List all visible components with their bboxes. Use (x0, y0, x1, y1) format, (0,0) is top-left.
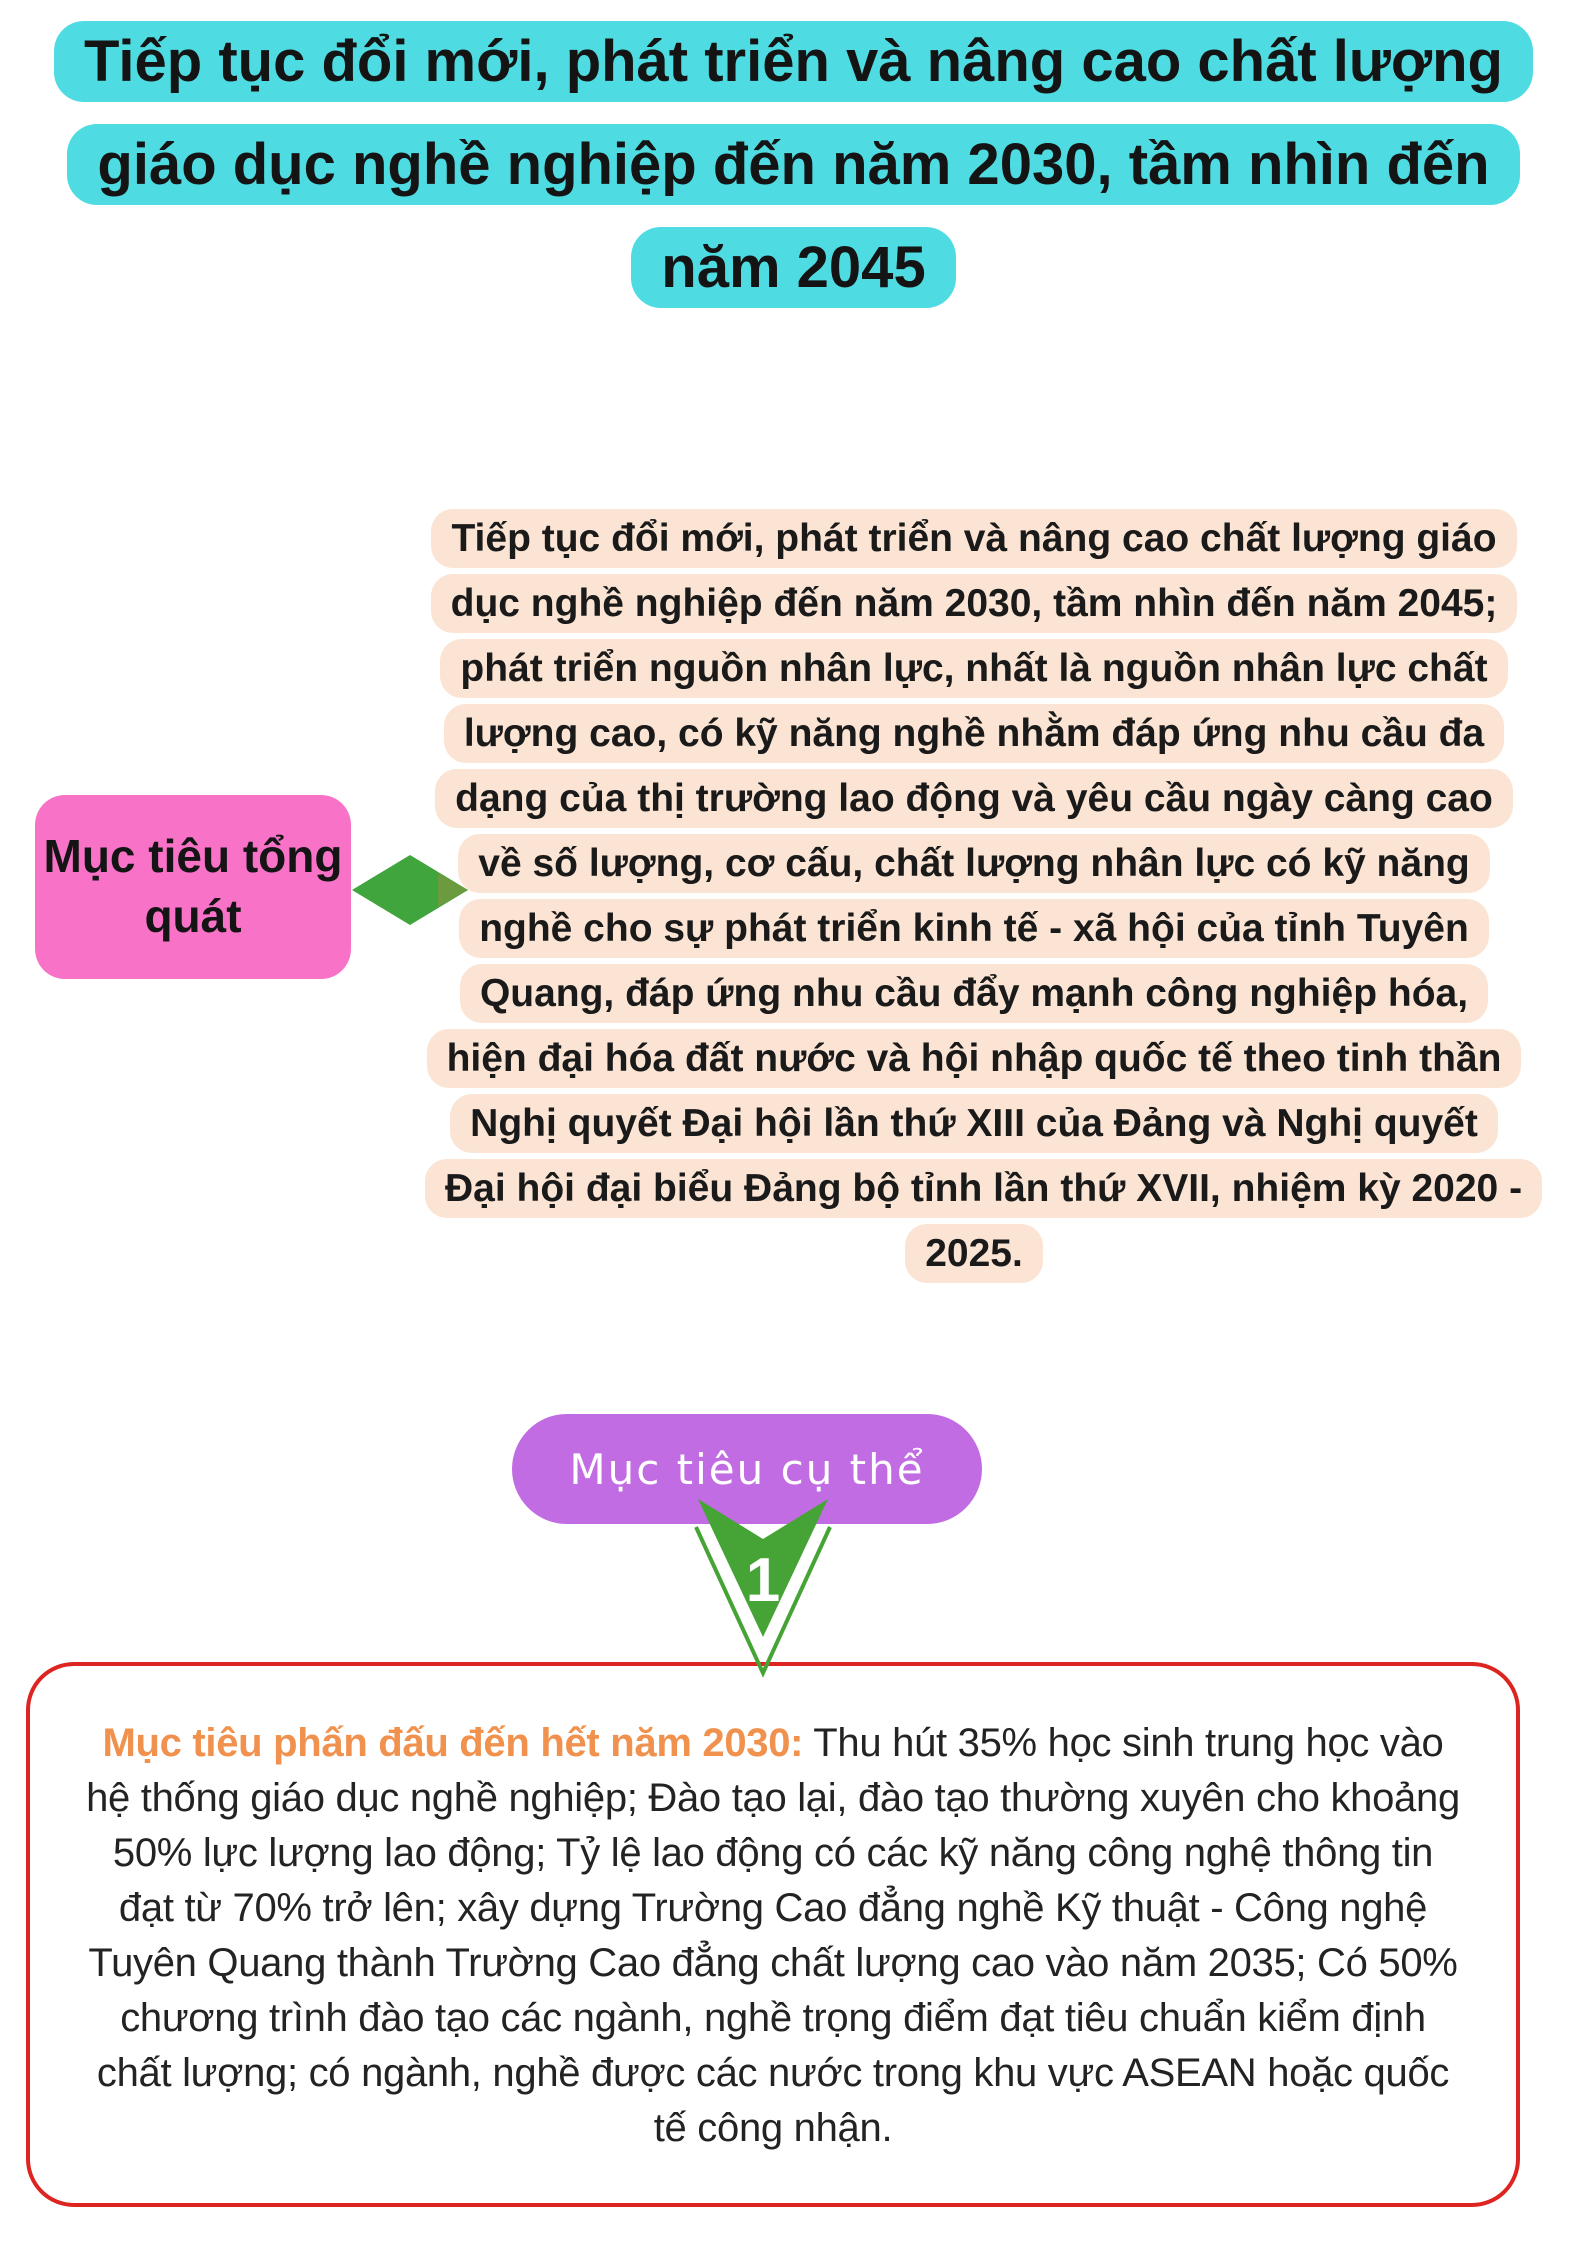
target-2030-box (26, 1662, 1520, 2207)
step-number: 1 (745, 1546, 781, 1615)
overall-goal-label-box (35, 795, 351, 979)
target-2030-text (30, 1666, 1516, 2156)
overall-goal-label: Mục tiêu tổng quát (43, 830, 343, 942)
step-arrow-icon (688, 1497, 838, 1679)
title-banner (25, 18, 1562, 327)
diamond-tip (438, 873, 468, 907)
overall-goal-body-box (425, 510, 1523, 1290)
diamond-connector-icon (350, 851, 470, 929)
page-title: Tiếp tục đổi mới, phát triển và nâng cao chất lượng giáo dục nghề nghiệp đến năm 2030, tầm nhìn đến năm 2045 (54, 21, 1533, 308)
target-2030-label: Mục tiêu phấn đấu đến hết năm 2030: (102, 1721, 804, 1765)
specific-goal-pill-label: Mục tiêu cụ thể (569, 1444, 925, 1494)
overall-goal-body: Tiếp tục đổi mới, phát triển và nâng cao chất lượng giáo dục nghề nghiệp đến năm 2030, tầm nhìn đến năm 2045; phát triển nguồn nhân lực, nhất là nguồn nhân lực chất lượng cao, có kỹ năng nghề nhằm đáp ứng nhu cầu đa dạng của thị trường lao động và yêu cầu ngày càng cao về số lượng, cơ cấu, chất lượng nhân lực có kỹ năng nghề cho sự phát triển kinh tế - xã hội của tỉnh Tuyên Quang, đáp ứng nhu cầu đẩy mạnh công nghiệp hóa, hiện đại hóa đất nước và hội nhập quốc tế theo tinh thần Nghị quyết Đại hội lần thứ XIII của Đảng và Nghị quyết Đại hội đại biểu Đảng bộ tỉnh lần thứ XVII, nhiệm kỳ 2020 - 2025. (425, 509, 1542, 1283)
target-2030-body: Thu hút 35% học sinh trung học vào hệ thống giáo dục nghề nghiệp; Đào tạo lại, đào tạo thường xuyên cho khoảng 50% lực lượng lao động; Tỷ lệ lao động có các kỹ năng công nghệ thông tin đạt từ 70% trở lên; xây dựng Trường Cao đẳng nghề Kỹ thuật - Công nghệ Tuyên Quang thành Trường Cao đẳng chất lượng cao vào năm 2035; Có 50% chương trình đào tạo các ngành, nghề trọng điểm đạt tiêu chuẩn kiểm định chất lượng; có ngành, nghề được các nước trong khu vực ASEAN hoặc quốc tế công nhận. (86, 1721, 1460, 2150)
